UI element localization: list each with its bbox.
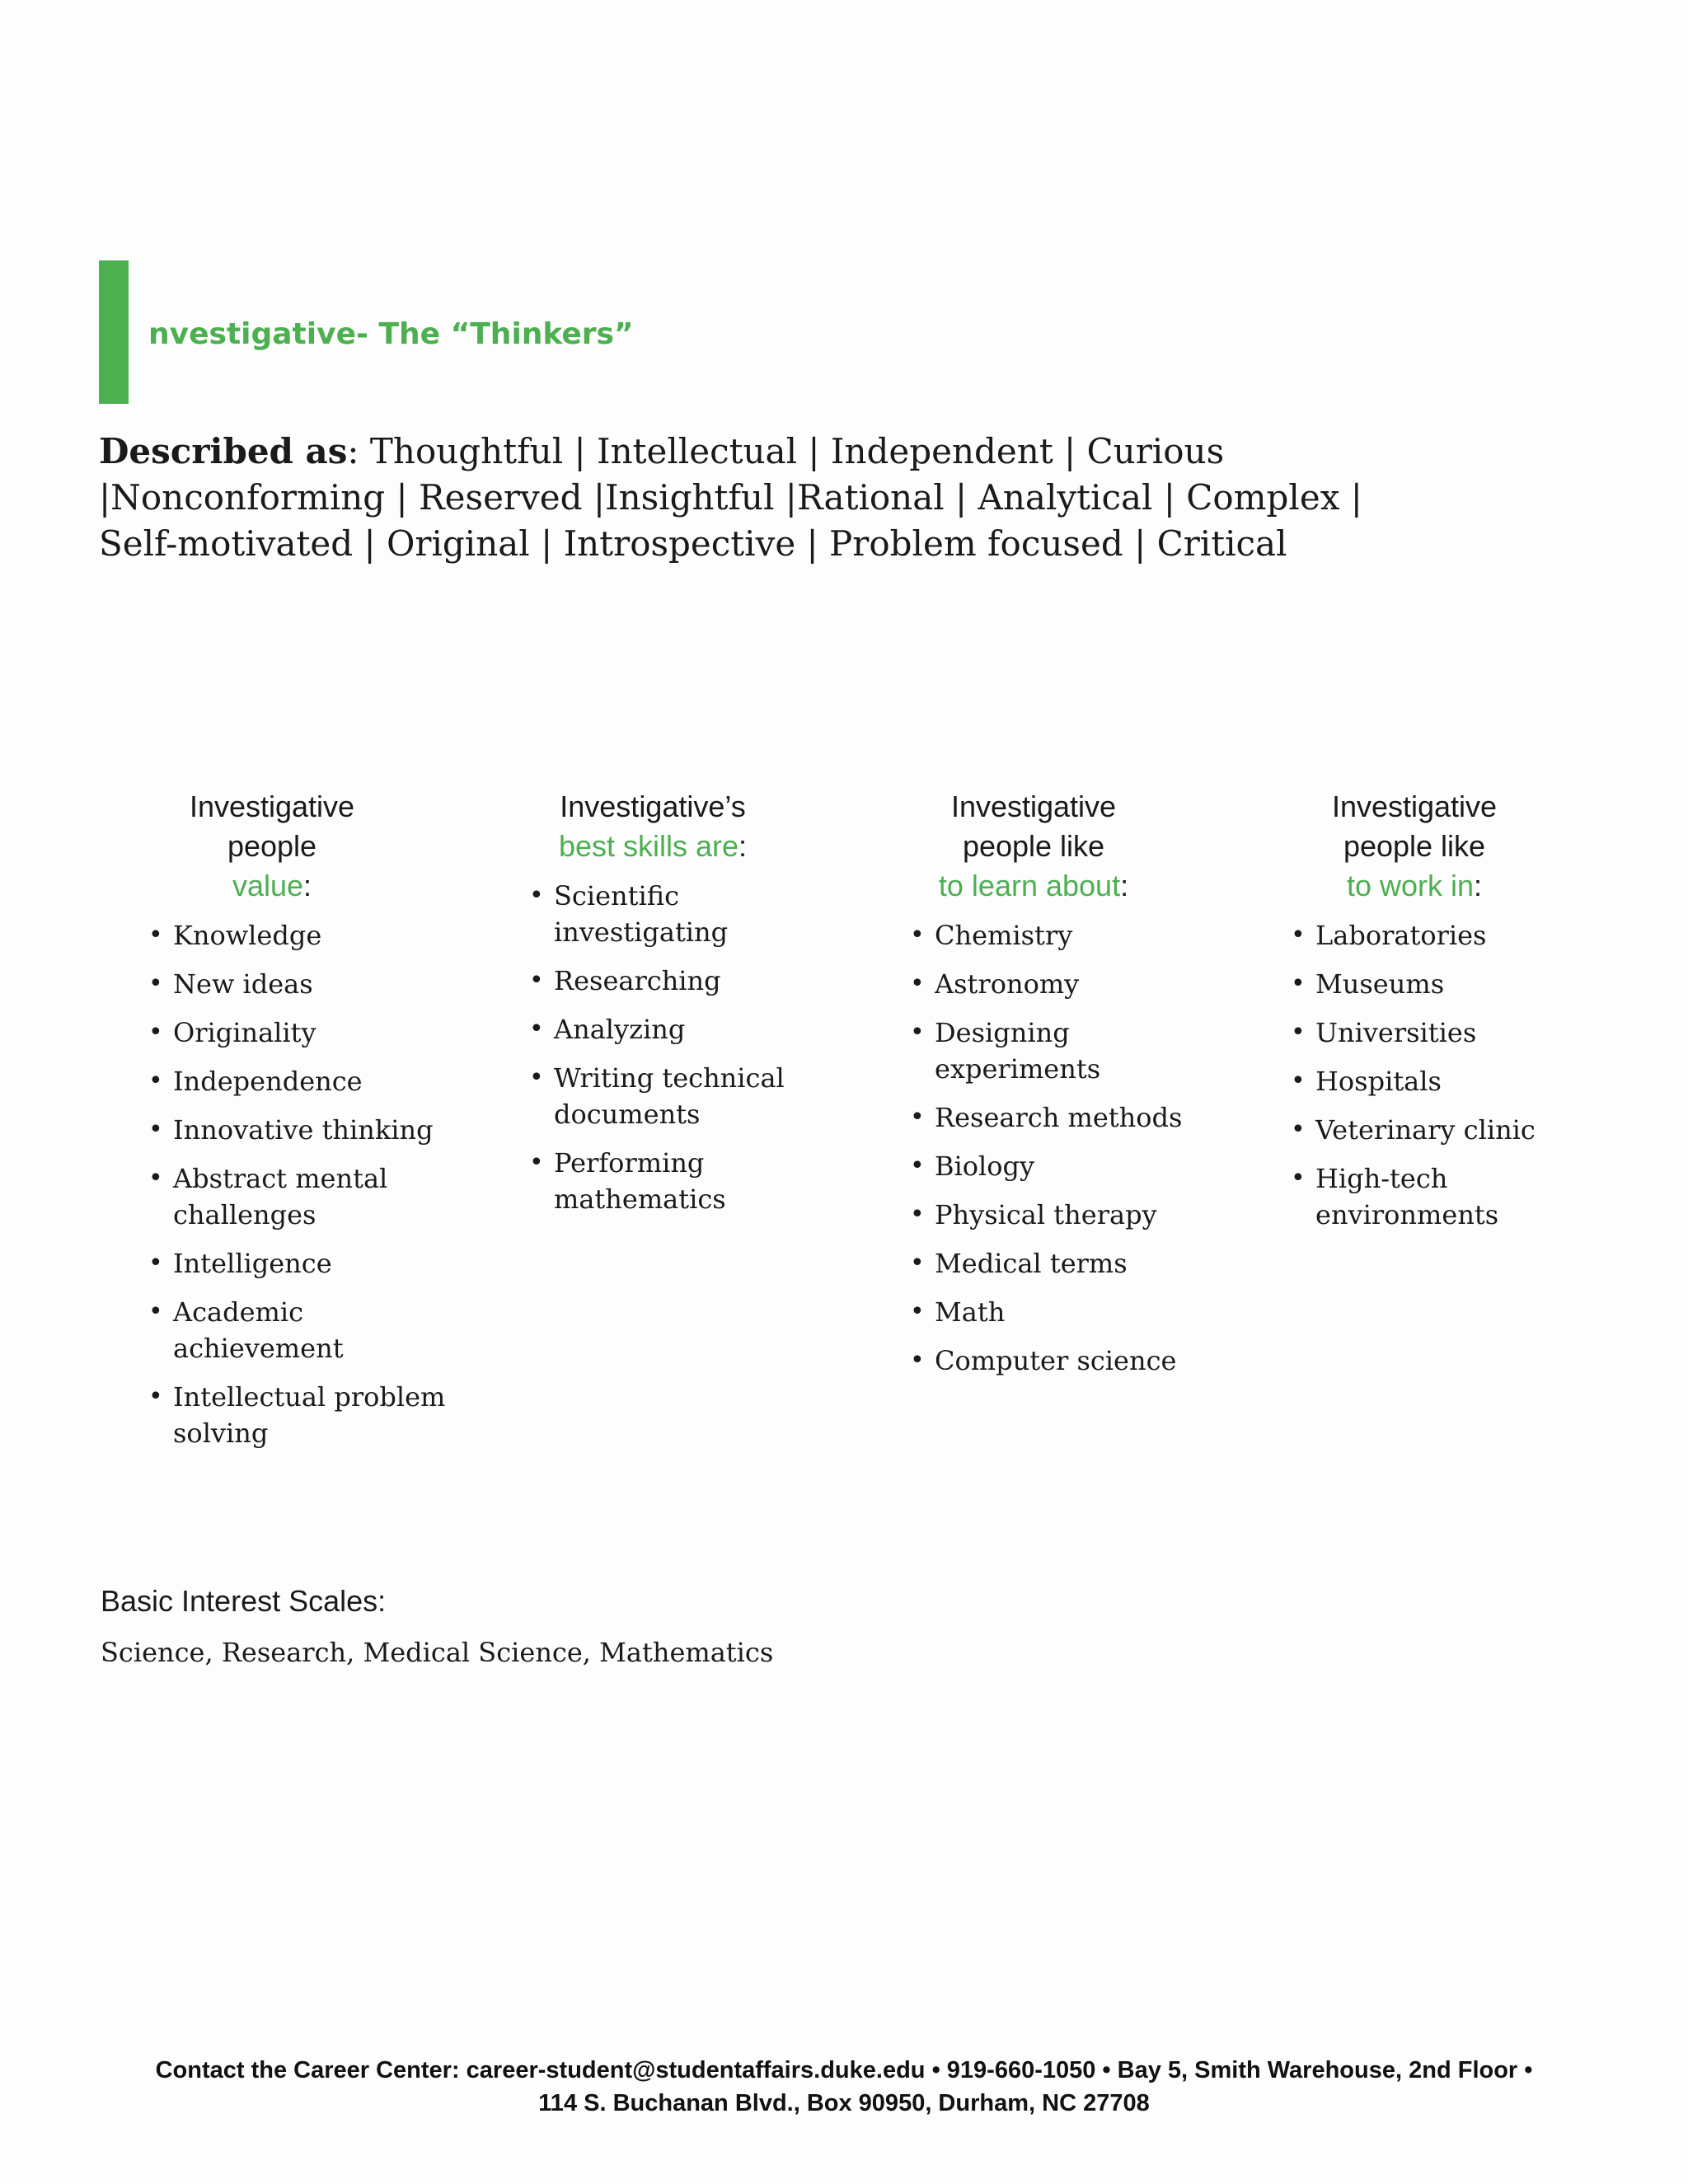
list-item-text: Medical terms — [935, 1248, 1128, 1279]
bullet-icon: • — [148, 1066, 163, 1095]
list-item-text: Astronomy — [935, 968, 1080, 1000]
list-item — [148, 1112, 453, 1148]
column-heading-line: Investigative people like — [950, 790, 1117, 863]
list-item — [148, 1160, 453, 1233]
bullet-icon: • — [529, 1015, 544, 1043]
bullet-icon: • — [910, 921, 925, 949]
bullet-icon: • — [910, 1297, 925, 1326]
list-item-text: Academic achievement — [173, 1296, 344, 1364]
list-item-text: Universities — [1315, 1017, 1477, 1048]
bullet-icon: • — [529, 1148, 544, 1177]
skills-column — [529, 787, 875, 1230]
list-item — [910, 1015, 1215, 1087]
list-item — [910, 966, 1215, 1002]
column-heading — [1291, 787, 1538, 906]
column-heading-colon: : — [1120, 869, 1129, 902]
bullet-icon: • — [1291, 1115, 1306, 1144]
list-item — [1291, 1015, 1563, 1051]
list-item — [1291, 966, 1563, 1002]
column-heading-line: Investigative people like — [1331, 790, 1498, 863]
column-heading-accent: to learn about — [938, 869, 1121, 902]
list-item-text: Innovative thinking — [173, 1114, 434, 1146]
list-item-text: Computer science — [935, 1345, 1177, 1376]
header-accent-bar — [99, 260, 129, 404]
list-item — [910, 1148, 1215, 1184]
list-item-text: Math — [935, 1296, 1006, 1328]
list-item-text: Abstract mental challenges — [173, 1163, 388, 1230]
list-item-text: Performing mathematics — [554, 1147, 726, 1215]
bullet-icon: • — [910, 969, 925, 998]
list-item-text: Researching — [554, 965, 721, 996]
list-item-text: Biology — [935, 1151, 1035, 1182]
bullet-icon: • — [910, 1151, 925, 1180]
list-item — [1291, 1160, 1563, 1233]
list-item-text: Originality — [173, 1017, 316, 1048]
column-heading-accent: to work in — [1346, 869, 1475, 902]
list-item — [529, 1011, 834, 1047]
bullet-icon: • — [910, 1346, 925, 1375]
bullet-icon: • — [910, 1018, 925, 1047]
list-item-text: Intelligence — [173, 1248, 332, 1279]
list-item — [529, 878, 834, 950]
list-item — [148, 917, 453, 954]
described-as-text: : Thoughtful | Intellectual | Independent | Curious |Nonconforming | Reserved |Insightful |Rational | Analytical | Complex | Self-motivated | Original | Introspective | Problem focused | Critical — [99, 431, 1362, 564]
bullet-icon: • — [910, 1249, 925, 1277]
list-item-text: Physical therapy — [935, 1199, 1157, 1230]
list-item — [148, 1294, 453, 1366]
list-item — [910, 1245, 1215, 1282]
bullet-icon: • — [1291, 921, 1306, 949]
bullet-icon: • — [1291, 1066, 1306, 1095]
column-heading-colon: : — [738, 829, 748, 863]
bullet-icon: • — [148, 921, 163, 949]
column-heading-line: Investigative people — [189, 790, 355, 863]
bullet-icon: • — [148, 1018, 163, 1047]
bullet-icon: • — [148, 1115, 163, 1144]
list-item — [1291, 917, 1563, 954]
bullet-icon: • — [148, 1297, 163, 1326]
list-item-text: Veterinary clinic — [1315, 1114, 1536, 1146]
list-item-text: Designing experiments — [935, 1017, 1101, 1085]
list-item-text: Analyzing — [554, 1014, 686, 1045]
bullet-icon: • — [910, 1200, 925, 1229]
list-item — [148, 1245, 453, 1282]
skills-list — [529, 878, 875, 1217]
bullet-icon: • — [910, 1103, 925, 1132]
column-heading-accent: best skills are — [558, 829, 739, 863]
work-in-list — [1291, 917, 1637, 1233]
bullet-icon: • — [148, 969, 163, 998]
column-heading-line: Investigative’s — [560, 790, 746, 823]
list-item-text: High-tech environments — [1315, 1163, 1499, 1230]
list-item-text: Knowledge — [173, 920, 322, 951]
footer-contact — [0, 2054, 1688, 2120]
list-item — [529, 1060, 834, 1132]
list-item — [148, 1063, 453, 1099]
list-item-text: Chemistry — [935, 920, 1073, 951]
bullet-icon: • — [148, 1164, 163, 1193]
values-column — [148, 787, 495, 1464]
footer-line: Contact the Career Center: career-student@studentaffairs.duke.edu • 919-660-1050 • Bay 5, Smith Warehouse, 2nd Floor • — [155, 2057, 1533, 2083]
list-item-text: Independence — [173, 1066, 363, 1097]
bullet-icon: • — [529, 966, 544, 995]
list-item — [910, 1343, 1215, 1379]
described-as-label: Described as — [99, 431, 348, 471]
column-heading — [910, 787, 1157, 906]
list-item — [148, 966, 453, 1002]
list-item — [910, 1197, 1215, 1233]
list-item — [1291, 1063, 1563, 1099]
list-item-text: Writing technical documents — [554, 1062, 785, 1130]
footer-line: 114 S. Buchanan Blvd., Box 90950, Durham, NC 27708 — [538, 2090, 1150, 2116]
page-title: nvestigative- The “Thinkers” — [148, 317, 634, 351]
basic-interest-text: Science, Research, Medical Science, Mathematics — [101, 1637, 774, 1668]
list-item-text: Hospitals — [1315, 1066, 1442, 1097]
list-item-text: New ideas — [173, 968, 313, 1000]
bullet-icon: • — [148, 1382, 163, 1411]
list-item — [910, 917, 1215, 954]
bullet-icon: • — [1291, 1164, 1306, 1193]
column-heading-colon: : — [303, 869, 312, 902]
list-item — [148, 1015, 453, 1051]
list-item — [1291, 1112, 1563, 1148]
list-item-text: Laboratories — [1315, 920, 1487, 951]
list-item — [529, 963, 834, 999]
list-item-text: Intellectual problem solving — [173, 1381, 446, 1449]
learn-about-column — [910, 787, 1256, 1391]
list-item-text: Museums — [1315, 968, 1445, 1000]
column-heading — [529, 787, 776, 866]
bullet-icon: • — [1291, 1018, 1306, 1047]
list-item-text: Research methods — [935, 1102, 1183, 1133]
bullet-icon: • — [148, 1249, 163, 1277]
work-in-column — [1291, 787, 1637, 1245]
column-heading-colon: : — [1474, 869, 1483, 902]
described-as-paragraph — [99, 429, 1451, 567]
bullet-icon: • — [529, 1063, 544, 1092]
list-item — [910, 1099, 1215, 1136]
values-list — [148, 917, 495, 1451]
column-heading-accent: value — [232, 869, 304, 902]
list-item — [910, 1294, 1215, 1330]
learn-about-list — [910, 917, 1256, 1379]
list-item — [529, 1145, 834, 1217]
list-item-text: Scientific investigating — [554, 880, 729, 948]
bullet-icon: • — [1291, 969, 1306, 998]
list-item — [148, 1379, 453, 1451]
column-heading — [148, 787, 396, 906]
basic-interest-heading: Basic Interest Scales: — [101, 1584, 387, 1618]
bullet-icon: • — [529, 881, 544, 910]
